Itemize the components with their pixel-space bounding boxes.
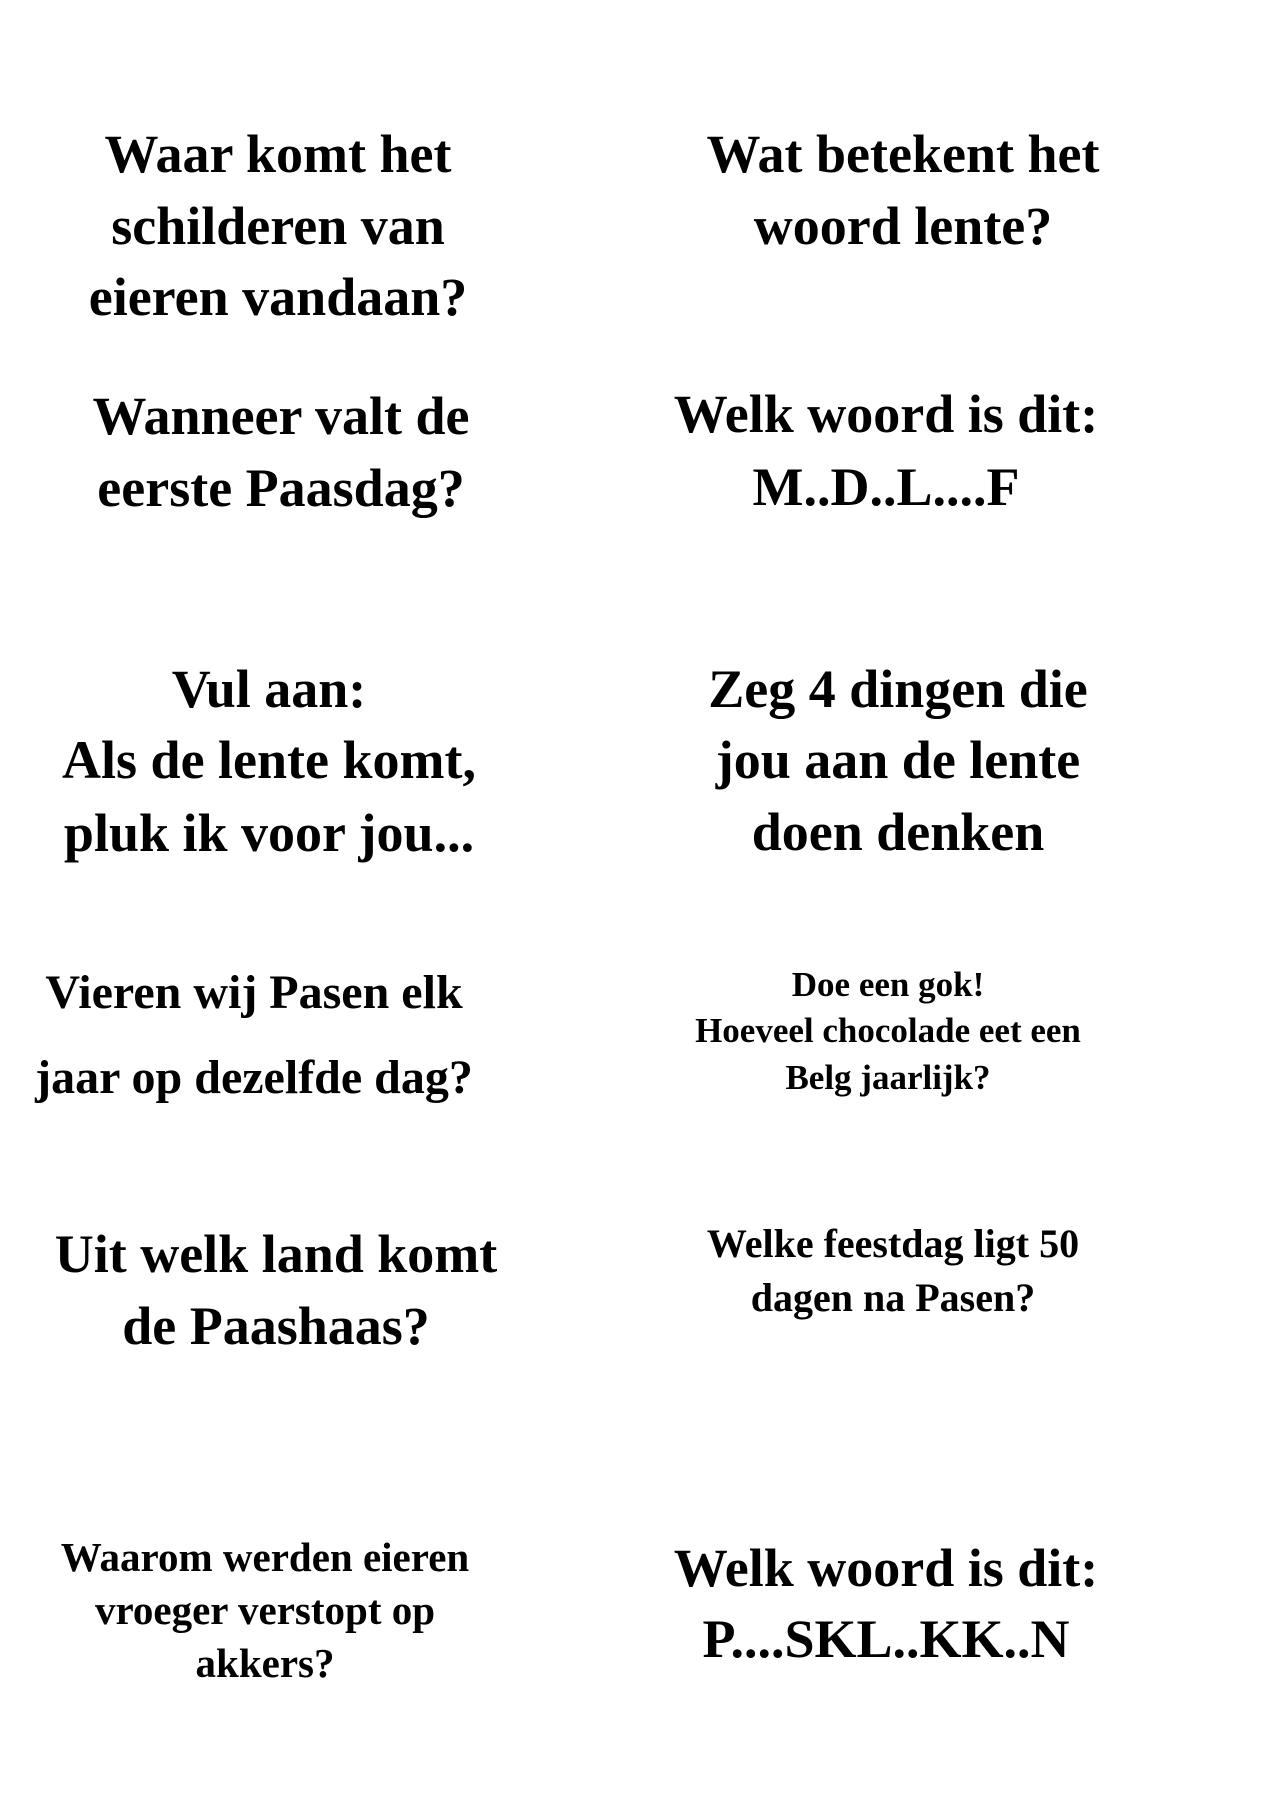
question-line: Doe een gok! [791,965,985,1004]
question-line: woord lente? [753,196,1053,256]
question-line: Vul aan: [171,659,367,719]
word-puzzle-line: M..D..L....F [752,457,1020,517]
question-line: jou aan de lente [715,730,1081,790]
question-line: pluk ik voor jou... [63,803,475,863]
question-line: Waarom werden eieren [60,1534,470,1580]
question-line: Waar komt het [104,124,452,184]
question-line: schilderen van [111,196,445,256]
question-line: Als de lente komt, [62,730,476,790]
question-line: Welk woord is dit: [673,1538,1099,1598]
question-line: Zeg 4 dingen die [708,659,1088,719]
question-line: Belg jaarlijk? [785,1058,991,1097]
question-line: eieren vandaan? [88,267,468,327]
question-line: Wanneer valt de [92,386,470,446]
question-line: de Paashaas? [122,1296,430,1356]
question-line: doen denken [751,802,1045,862]
question-line: Welke feestdag ligt 50 [706,1221,1080,1266]
question-line: Wat betekent het [706,124,1100,184]
question-line: dagen na Pasen? [750,1275,1036,1320]
question-line: Hoeveel chocolade eet een [695,1011,1081,1050]
question-line: Uit welk land komt [54,1224,498,1284]
question-line: Welk woord is dit: [673,384,1099,444]
question-line: akkers? [195,1640,335,1686]
word-puzzle-line: P....SKL..KK..N [702,1609,1070,1669]
question-line: eerste Paasdag? [97,458,465,518]
question-line: vroeger verstopt op [94,1587,436,1633]
question-line: Vieren wij Pasen elk [45,966,463,1019]
question-line: jaar op dezelfde dag? [35,1051,473,1104]
